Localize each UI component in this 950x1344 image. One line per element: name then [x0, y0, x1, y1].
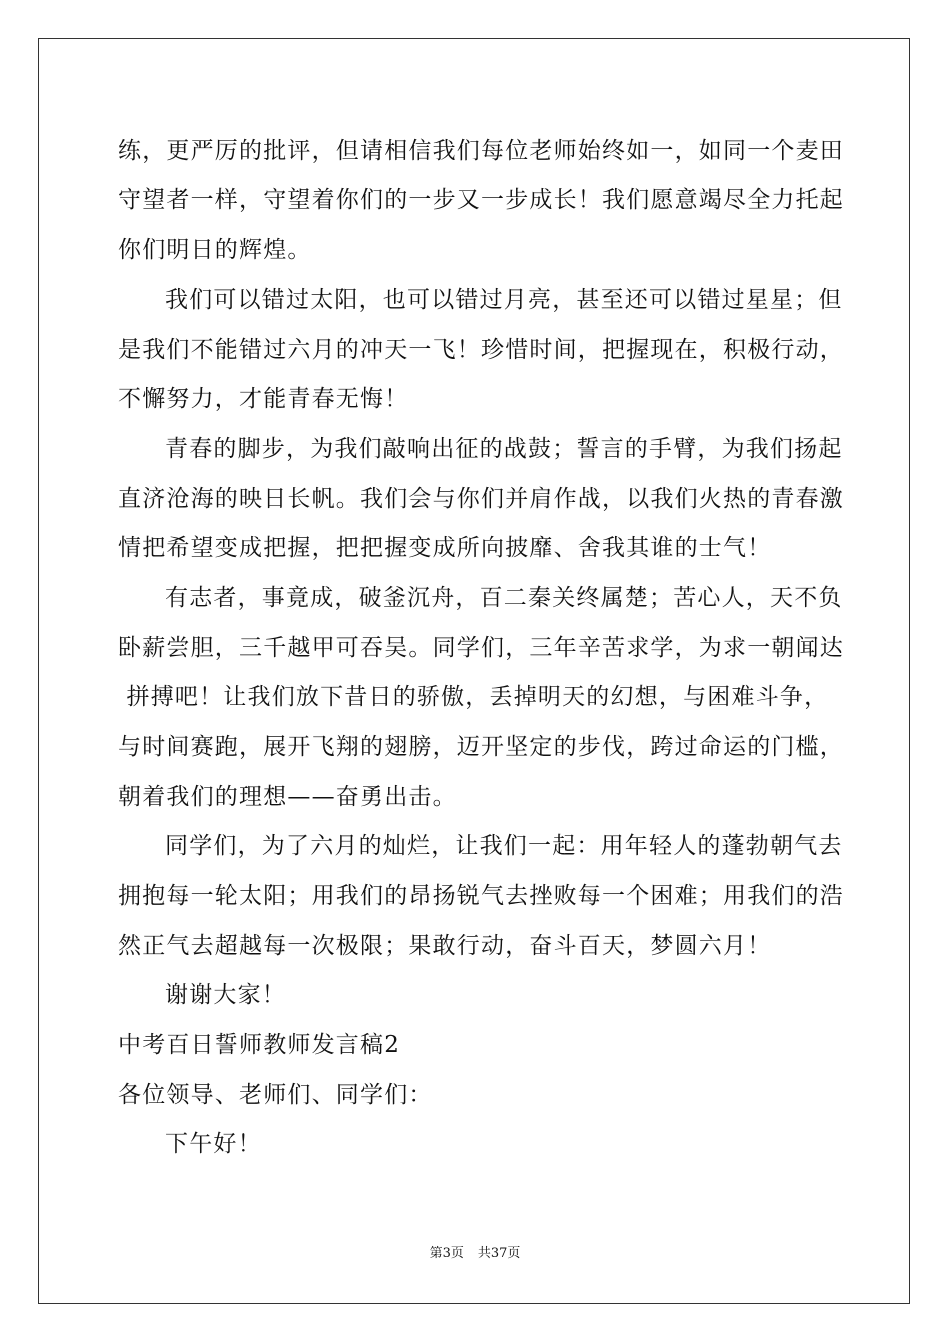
text-line: 不懈努力，才能青春无悔！	[118, 386, 409, 412]
paragraph-start: 有志者，事竟成，破釜沉舟，百二秦关终属楚；苦心人，天不负	[165, 585, 843, 611]
text-line: 卧薪尝胆，三千越甲可吞吴。同学们，三年辛苦求学，为求一朝闻达	[118, 635, 844, 661]
text-line: 守望者一样，守望着你们的一步又一步成长！我们愿意竭尽全力托起	[118, 187, 844, 213]
text-line: 情把希望变成把握，把把握变成所向披靡、舍我其谁的士气！	[118, 535, 772, 561]
text-line: 直济沧海的映日长帆。我们会与你们并肩作战，以我们火热的青春激	[118, 486, 844, 512]
text-line: 你们明日的辉煌。	[118, 237, 312, 263]
paragraph-start: 我们可以错过太阳，也可以错过月亮，甚至还可以错过星星；但	[165, 287, 843, 313]
paragraph-start: 青春的脚步，为我们敲响出征的战鼓；誓言的手臂，为我们扬起	[165, 436, 843, 462]
page-footer	[0, 1246, 950, 1262]
paragraph-start: 同学们，为了六月的灿烂，让我们一起：用年轻人的蓬勃朝气去	[165, 833, 843, 859]
page-total: 共37页	[477, 1246, 521, 1261]
greeting: 下午好！	[165, 1131, 262, 1157]
text-line: 与时间赛跑，展开飞翔的翅膀，迈开坚定的步伐，跨过命运的门槛，	[118, 734, 844, 760]
text-line: 拥抱每一轮太阳；用我们的昂扬锐气去挫败每一个困难；用我们的浩	[118, 883, 844, 909]
text-line: 拼搏吧！让我们放下昔日的骄傲，丢掉明天的幻想，与困难斗争，	[118, 684, 829, 710]
salutation: 各位领导、老师们、同学们：	[118, 1082, 433, 1108]
section-heading: 中考百日誓师教师发言稿2	[118, 1032, 401, 1058]
text-line: 朝着我们的理想——奋勇出击。	[118, 784, 457, 810]
page-number: 第3页	[429, 1246, 464, 1261]
closing-thanks: 谢谢大家！	[165, 982, 286, 1008]
text-line: 是我们不能错过六月的冲天一飞！珍惜时间，把握现在，积极行动，	[118, 337, 844, 363]
text-line: 然正气去超越每一次极限；果敢行动，奋斗百天，梦圆六月！	[118, 933, 772, 959]
page-border	[38, 38, 910, 1304]
text-line: 练，更严厉的批评，但请相信我们每位老师始终如一，如同一个麦田	[118, 138, 844, 164]
